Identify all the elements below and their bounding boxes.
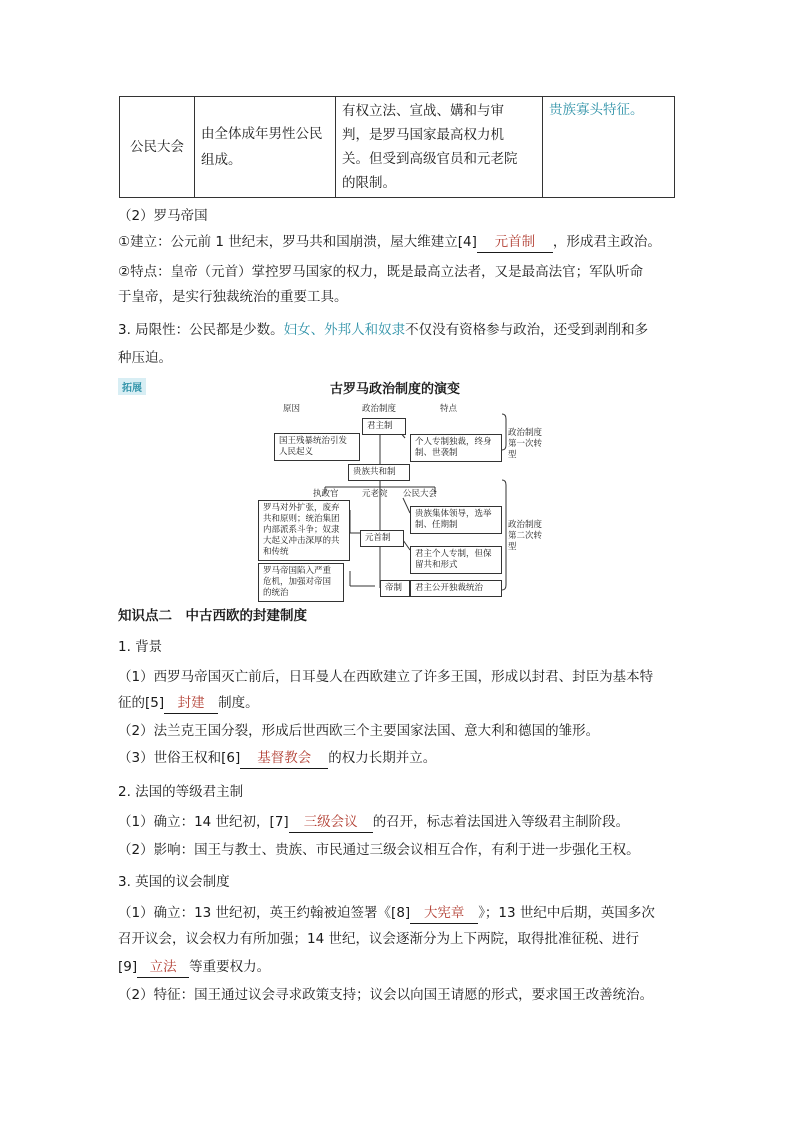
answer-blank: 大宪章 [410, 903, 478, 924]
reason-box-3: 罗马帝国陷入严重危机，加强对帝国的统治 [258, 563, 344, 602]
paragraph-line: 召开议会，议会权力有所加强；14 世纪，议会逐渐分为上下两院，取得批准征税、进行 [118, 931, 639, 947]
change-label-1: 政治制度第一次转型 [508, 428, 543, 460]
answer-blank: 基督教会 [240, 748, 328, 769]
paragraph-line: 种压迫。 [118, 350, 172, 366]
paragraph-line: （1）确立：14 世纪初，[7] 三级会议 的召开，标志着法国进入等级君主制阶段。 [118, 812, 629, 833]
answer-blank: 元首制 [477, 232, 553, 253]
paragraph-line: 于皇帝，是实行独裁统治的重要工具。 [118, 289, 348, 305]
paragraph-line: 征的[5] 封建 制度。 [118, 693, 259, 714]
column-header-reason: 原因 [283, 404, 301, 414]
table-row [120, 97, 675, 198]
reason-box-1: 国王残暴统治引发人民起义 [274, 433, 360, 461]
paragraph-line: （2）特征：国王通过议会寻求政策支持；议会以向国王请愿的形式，要求国王改善统治。 [118, 987, 654, 1003]
sub-heading: 1. 背景 [118, 639, 163, 655]
sub-heading: 3. 英国的议会制度 [118, 874, 230, 890]
paragraph-line: [9] 立法 等重要权力。 [118, 957, 270, 978]
power-line: 的限制。 [342, 175, 396, 191]
answer-blank: 三级会议 [289, 812, 373, 833]
system-republic: 贵族共和制 [348, 464, 410, 481]
paragraph-line: （1）确立：13 世纪初，英王约翰被迫签署《[8] 大宪章 》；13 世纪中后期，英国多次 [118, 903, 655, 924]
section-heading: （2）罗马帝国 [118, 208, 208, 224]
branch-assembly: 公民大会 [403, 489, 438, 499]
paragraph-line: ②特点：皇帝（元首）掌控罗马国家的权力，既是最高立法者，又是最高法官；军队听命 [118, 264, 644, 280]
branch-senate: 元老院 [362, 489, 388, 499]
paragraph-line: （3）世俗王权和[6] 基督教会 的权力长期并立。 [118, 748, 436, 769]
paragraph-line: ①建立：公元前 1 世纪末，罗马共和国崩溃，屋大维建立[4] 元首制 ，形成君主政治。 [118, 232, 661, 253]
change-label-2: 政治制度第二次转型 [508, 520, 543, 552]
feature-box-1: 个人专制独裁，终身制、世袭制 [410, 434, 502, 462]
feature-box-4: 君主公开独裁统治 [410, 580, 502, 597]
assembly-table [119, 96, 675, 198]
power-line: 判，是罗马国家最高权力机 [342, 127, 504, 143]
table-cell-feature: 贵族寡头特征。 [543, 97, 675, 198]
sub-heading: 2. 法国的等级君主制 [118, 784, 244, 800]
system-monarchy: 君主制 [362, 418, 406, 435]
diagram-title: 古罗马政治制度的演变 [330, 382, 461, 397]
answer-blank: 立法 [137, 957, 189, 978]
extension-tag: 拓展 [118, 378, 146, 395]
paragraph-line: （2）影响：国王与教士、贵族、市民通过三级会议相互合作，有利于进一步强化王权。 [118, 842, 640, 858]
column-header-system: 政治制度 [362, 404, 397, 414]
table-cell-power [336, 97, 543, 198]
table-cell-composition: 由全体成年男性公民组成。 [195, 97, 336, 198]
column-header-feature: 特点 [440, 404, 458, 414]
system-empire: 帝制 [380, 580, 410, 597]
answer-blank: 封建 [164, 693, 218, 714]
feature-box-2: 贵族集体领导，选举制、任期制 [410, 506, 502, 534]
table-cell-name: 公民大会 [120, 97, 195, 198]
paragraph-line: 3. 局限性：公民都是少数。妇女、外邦人和奴隶不仅没有资格参与政治，还受到剥削和多 [118, 322, 649, 338]
power-line: 有权立法、宣战、媾和与审 [342, 103, 504, 119]
power-line: 关。但受到高级官员和元老院 [342, 151, 518, 167]
feature-box-3: 君主个人专制，但保留共和形式 [410, 546, 502, 574]
paragraph-line: （2）法兰克王国分裂，形成后世西欧三个主要国家法国、意大利和德国的雏形。 [118, 723, 600, 739]
kp-heading: 知识点二 中古西欧的封建制度 [118, 608, 307, 624]
reason-box-2: 罗马对外扩张，废弃共和原则；统治集团内部派系斗争；奴隶大起义冲击深厚的共和传统 [258, 500, 350, 561]
branch-consul: 执政官 [313, 489, 339, 499]
paragraph-line: （1）西罗马帝国灭亡前后，日耳曼人在西欧建立了许多王国，形成以封君、封臣为基本特 [118, 669, 654, 685]
system-principate: 元首制 [360, 530, 404, 547]
highlight-text: 妇女、外邦人和奴隶 [283, 322, 406, 338]
